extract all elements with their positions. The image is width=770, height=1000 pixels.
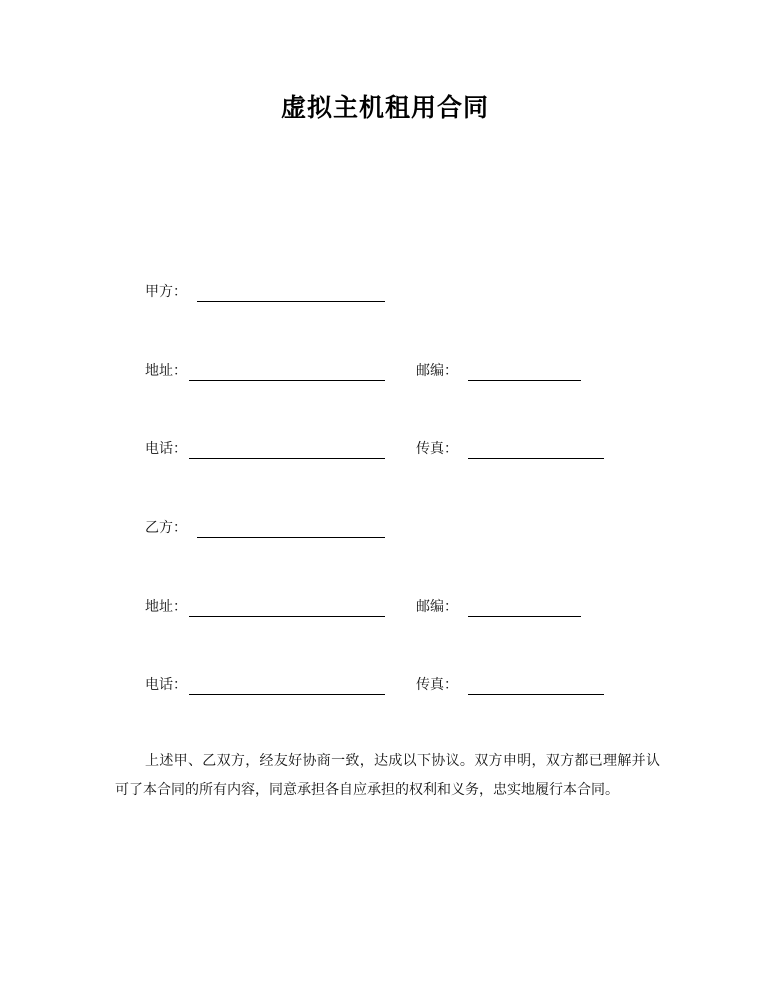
party-a-name-blank[interactable]	[197, 301, 385, 302]
party-a-phone-label: 电话：	[145, 441, 187, 457]
party-a-phone-blank[interactable]	[189, 458, 385, 459]
party-a-address-label: 地址：	[145, 363, 187, 379]
party-b-name-blank[interactable]	[197, 537, 385, 538]
party-a-name-field	[145, 281, 390, 303]
party-b-fax-field	[416, 674, 608, 696]
party-a-name-label: 甲方：	[145, 284, 187, 300]
party-a-address-field	[145, 360, 390, 382]
party-b-name-field	[145, 517, 390, 539]
party-a-fax-field	[416, 438, 608, 460]
party-b-postcode-field	[416, 596, 586, 618]
party-a-postcode-label: 邮编：	[416, 363, 458, 379]
party-b-phone-blank[interactable]	[189, 694, 385, 695]
party-a-fax-blank[interactable]	[468, 458, 604, 459]
party-b-phone-field	[145, 674, 390, 696]
party-b-address-field	[145, 596, 390, 618]
party-b-postcode-label: 邮编：	[416, 599, 458, 615]
party-b-phone-label: 电话：	[145, 677, 187, 693]
party-b-fax-blank[interactable]	[468, 694, 604, 695]
party-b-address-label: 地址：	[145, 599, 187, 615]
party-a-address-blank[interactable]	[189, 380, 385, 381]
preamble-paragraph: 上述甲、乙双方，经友好协商一致，达成以下协议。双方申明，双方都已理解并认可了本合同的所有内容，同意承担各自应承担的权利和义务，忠实地履行本合同。	[115, 753, 660, 798]
party-b-name-label: 乙方：	[145, 520, 187, 536]
party-a-postcode-blank[interactable]	[468, 380, 581, 381]
party-b-address-blank[interactable]	[189, 616, 385, 617]
party-a-postcode-field	[416, 360, 586, 382]
party-b-fax-label: 传真：	[416, 677, 458, 693]
party-a-fax-label: 传真：	[416, 441, 458, 457]
party-b-postcode-blank[interactable]	[468, 616, 581, 617]
party-a-phone-field	[145, 438, 390, 460]
document-title: 虚拟主机租用合同	[280, 93, 489, 122]
